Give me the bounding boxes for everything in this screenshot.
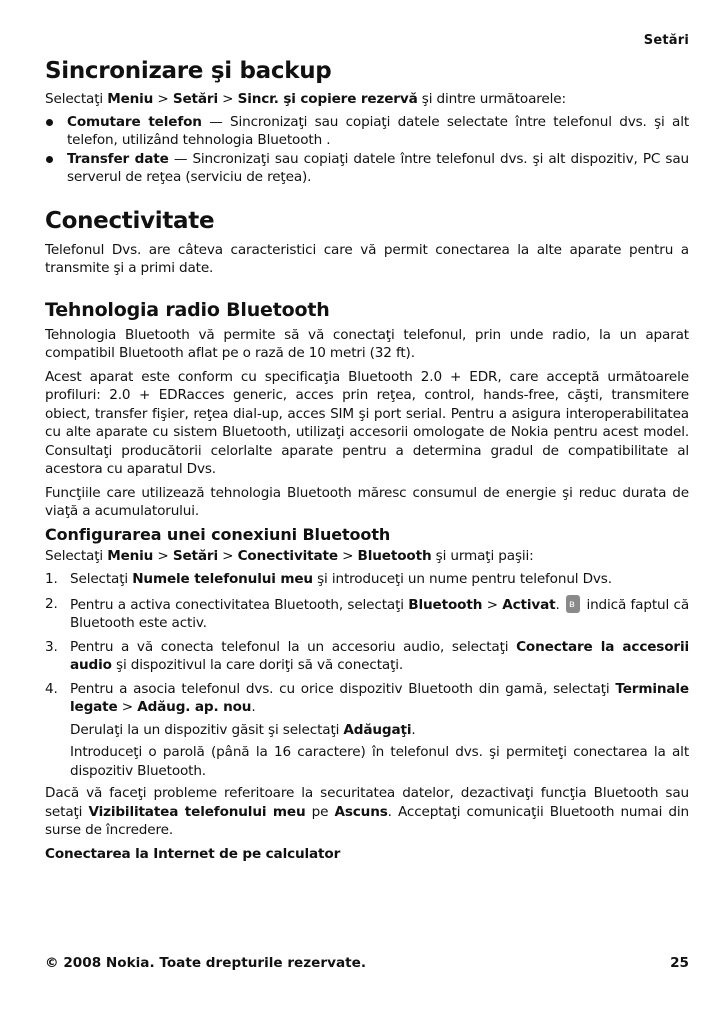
list-item: Comutare telefon — Sincronizaţi sau copiaţi datele selectate între telefonul dvs. şi alt telefon, utilizând tehnologia Bluetooth . [45, 113, 689, 150]
bt-paragraph-3: Funcţiile care utilizează tehnologia Bluetooth măresc consumul de energie şi reduc durata de viaţă a acumulatorului. [45, 484, 689, 519]
step-3: 3. Pentru a vă conecta telefonul la un accesoriu audio, selectaţi Conectare la accesorii audio şi dispozitivul la care doriţi să vă conectaţi. [45, 638, 689, 673]
conn-title: Conectivitate [45, 207, 215, 234]
step-1: 1. Selectaţi Numele telefonului meu şi introduceţi un nume pentru telefonul Dvs. [45, 571, 612, 587]
sync-options [45, 113, 689, 187]
page-number: 25 [670, 955, 689, 971]
menu-path-meniu: Meniu [107, 91, 154, 107]
sync-intro: Selectaţi Meniu > Setări > Sincr. şi copiere rezervă şi dintre următoarele: [45, 91, 566, 107]
step-4: 4. Pentru a asocia telefonul dvs. cu orice dispozitiv Bluetooth din gamă, selectaţi Terminale legate > Adăug. ap. nou. [45, 680, 689, 715]
bt-paragraph-2: Acest aparat este conform cu specificaţia Bluetooth 2.0 + EDR, care acceptă următoarele profiluri: 2.0 + EDRacces generic, acces prin reţea, control, hands-free, căşti, transmitere obiect, transfer fişier, reţea dial-up, acces SIM şi port serial. Pentru a asigura interoperabilitatea cu alte aparate cu sistem Bluetooth, utilizaţi accesorii omologate de Nokia pentru acest model. Consultaţi producătorii celorlalte aparate pentru a determina gradul de compatibilitate al acestora cu aparatul Dvs. [45, 368, 689, 477]
config-steps [45, 570, 689, 717]
bluetooth-icon [566, 595, 580, 613]
page-content [45, 0, 689, 863]
sync-title: Sincronizare şi backup [45, 58, 332, 84]
conn-intro: Telefonul Dvs. are câteva caracteristici care vă permit conectarea la alte aparate pentru a transmite şi a primi date. [45, 241, 689, 276]
security-note: Dacă vă faceţi probleme referitoare la securitatea datelor, dezactivaţi funcţia Bluetooth sau setaţi Vizibilitatea telefonului meu pe Ascuns. Acceptaţi comunicaţii Bluetooth numai din surse de încredere. [45, 785, 689, 838]
menu-path-sincr: Sincr. şi copiere rezervă [237, 91, 418, 107]
bt-title: Tehnologia radio Bluetooth [45, 298, 330, 321]
running-header: Setări [643, 33, 689, 48]
step-2: 2. Pentru a activa conectivitatea Bluetooth, selectaţi Bluetooth > Activat. ʙ indică faptul că Bluetooth este activ. [45, 595, 689, 633]
copyright: © 2008 Nokia. Toate drepturile rezervate. [45, 955, 367, 971]
internet-subheading: Conectarea la Internet de pe calculator [45, 845, 341, 862]
bt-paragraph-1: Tehnologia Bluetooth vă permite să vă conectaţi telefonul, prin unde radio, la un aparat compatibil Bluetooth aflat pe o rază de 10 metri (32 ft). [45, 326, 689, 361]
list-item: Transfer date — Sincronizaţi sau copiaţi datele între telefonul dvs. şi alt dispozitiv, PC sau serverul de reţea (serviciu de reţea). [45, 150, 689, 187]
step-4-sub-2: Introduceţi o parolă (până la 16 caractere) în telefonul dvs. şi permiteţi conectarea la alt dispozitiv Bluetooth. [70, 744, 689, 779]
step-4-sub-1: Derulaţi la un dispozitiv găsit şi selectaţi Adăugaţi. [70, 721, 416, 738]
config-intro: Selectaţi Meniu > Setări > Conectivitate > Bluetooth şi urmaţi paşii: [45, 547, 534, 564]
page-footer [45, 955, 689, 971]
menu-path-setari: Setări [172, 91, 218, 107]
config-title: Configurarea unei conexiuni Bluetooth [45, 524, 391, 544]
